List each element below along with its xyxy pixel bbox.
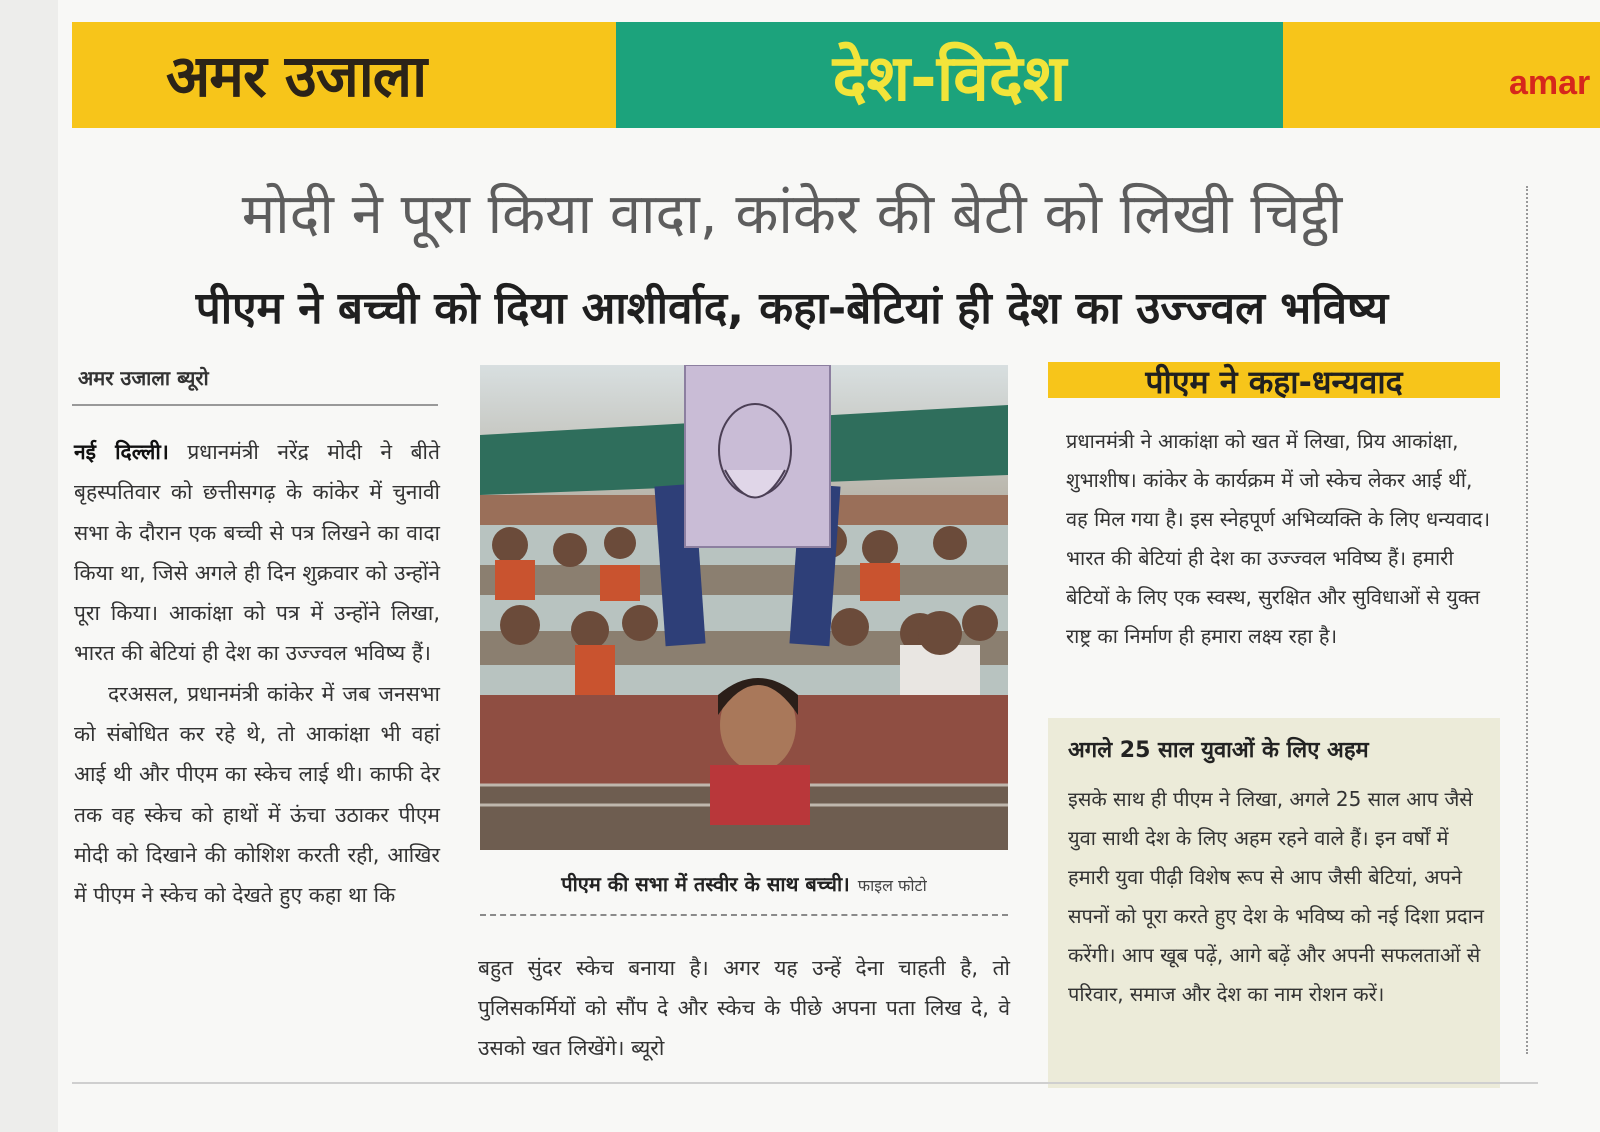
caption-text: पीएम की सभा में तस्वीर के साथ बच्ची। (561, 872, 850, 896)
photo-caption (480, 870, 1008, 897)
sidebar-box-title: अगले 25 साल युवाओं के लिए अहम (1068, 738, 1369, 763)
subheadline: पीएम ने बच्ची को दिया आशीर्वाद, कहा-बेटियां ही देश का उज्ज्वल भविष्य (195, 283, 1389, 334)
girl-with-sketch-photo (480, 365, 1008, 850)
byline: अमर उजाला ब्यूरो (78, 366, 209, 390)
article-column-1 (74, 432, 440, 916)
byline-divider (72, 404, 438, 406)
sidebar-title: पीएम ने कहा-धन्यवाद (1145, 363, 1403, 401)
section-title: देश-विदेश (832, 42, 1067, 116)
headline: मोदी ने पूरा किया वादा, कांकेर की बेटी को लिखी चिट्ठी (241, 182, 1343, 247)
masthead (72, 22, 1600, 128)
photo-credit: फाइल फोटो (857, 876, 927, 895)
caption-divider (480, 914, 1008, 916)
brand-logo: अमर उजाला (166, 42, 427, 110)
page-left-margin (0, 0, 58, 1132)
sidebar-text: प्रधानमंत्री ने आकांक्षा को खत में लिखा, प्रिय आकांक्षा, शुभाशीष। कांकेर के कार्यक्रम में जो स्केच लेकर आई थीं, वह मिल गया है। इस स्नेहपूर्ण अभिव्यक्ति के लिए धन्यवाद। भारत की बेटियां ही देश का उज्ज्वल भविष्य हैं। हमारी बेटियों के लिए एक स्वस्थ, सुरक्षित और सुविधाओं से युक्त राष्ट्र का निर्माण ही हमारा लक्ष्य रहा है। (1066, 429, 1491, 648)
column-divider (1526, 186, 1528, 1054)
page-bottom-rule (72, 1082, 1538, 1084)
article-column-2 (478, 948, 1010, 1068)
article-paragraph-1: नई दिल्ली। प्रधानमंत्री नरेंद्र मोदी ने बीते बृहस्पतिवार को छत्तीसगढ़ के कांकेर में चुनावी सभा के दौरान एक बच्ची से पत्र लिखने का वादा किया था, जिसे अगले ही दिन शुक्रवार को उन्होंने पूरा किया। आकांक्षा को पत्र में उन्होंने लिखा, भारत की बेटियां ही देश का उज्ज्वल भविष्य हैं। (74, 440, 440, 666)
sidebar-box (1048, 718, 1500, 1088)
article-paragraph-2: दरअसल, प्रधानमंत्री कांकेर में जब जनसभा को संबोधित कर रहे थे, तो आकांक्षा भी वहां आई थी और पीएम का स्केच लाई थी। काफी देर तक वह स्केच को हाथों में ऊंचा उठाकर पीएम मोदी को दिखाने की कोशिश करती रही, आखिर में पीएम ने स्केच को देखते हुए कहा था कि (74, 681, 440, 908)
news-photo (480, 365, 1008, 850)
brand-latin: amar (1509, 64, 1591, 102)
article-continued: बहुत सुंदर स्केच बनाया है। अगर यह उन्हें देना चाहती है, तो पुलिसकर्मियों को सौंप दे और स्केच के पीछे अपना पता लिख दे, वे उसको खत लिखेंगे। ब्यूरो (478, 956, 1010, 1060)
dateline: नई दिल्ली। (74, 440, 169, 464)
sidebar-box-text: इसके साथ ही पीएम ने लिखा, अगले 25 साल आप जैसे युवा साथी देश के लिए अहम रहने वाले हैं। इन वर्षों में हमारी युवा पीढ़ी विशेष रूप से आप जैसी बेटियां, अपने सपनों को पूरा करते हुए देश के भविष्य को नई दिशा प्रदान करेंगी। आप खूब पढ़ें, आगे बढ़ें और अपनी सफलताओं से परिवार, समाज और देश का नाम रोशन करें। (1068, 787, 1484, 1006)
